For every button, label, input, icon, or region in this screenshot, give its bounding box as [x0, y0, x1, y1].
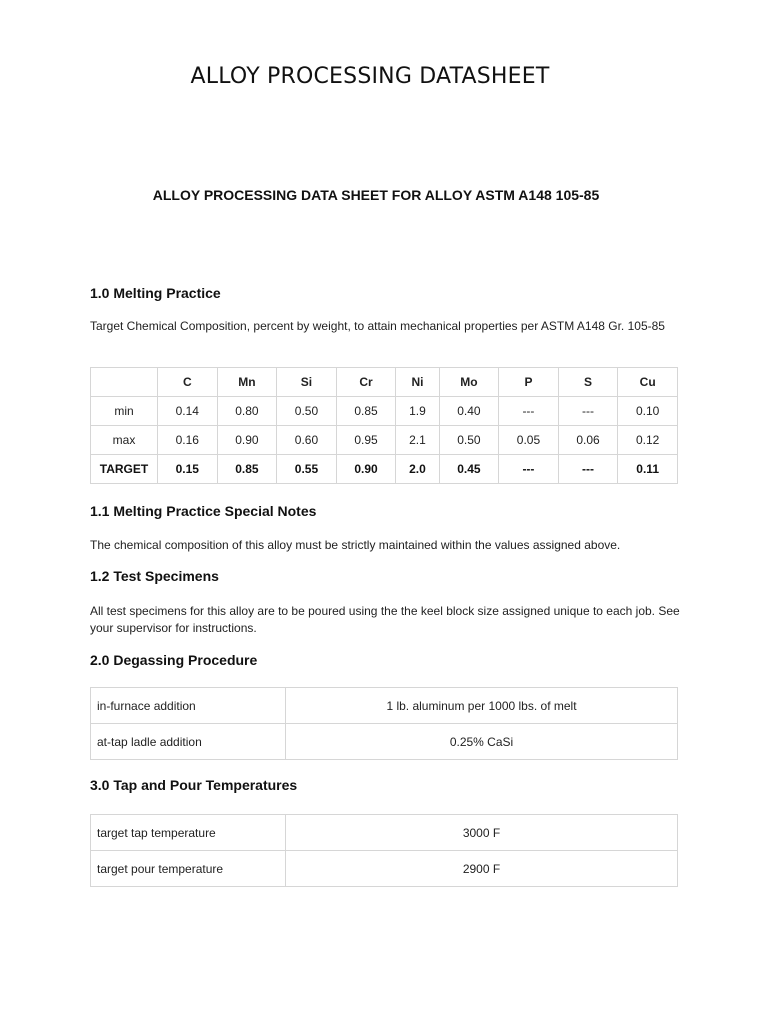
table-row [91, 815, 678, 851]
table-cell: --- [558, 455, 618, 484]
temperatures-table [90, 814, 678, 887]
table-cell: 0.45 [439, 455, 499, 484]
header-cell-s: S [558, 368, 618, 397]
temperature-key: target pour temperature [91, 851, 286, 887]
temperature-value: 2900 F [286, 851, 678, 887]
test-specimens-section [90, 568, 680, 584]
test-specimens-block [90, 603, 680, 637]
header-cell [91, 368, 158, 397]
table-cell: 2.0 [396, 455, 439, 484]
composition-table [90, 367, 678, 484]
table-row [91, 688, 678, 724]
table-cell: 0.85 [336, 397, 396, 426]
header-cell-cr: Cr [336, 368, 396, 397]
table-cell: 0.12 [618, 426, 678, 455]
table-cell: 0.50 [439, 426, 499, 455]
header-cell-si: Si [277, 368, 337, 397]
special-notes-block [90, 537, 680, 554]
melting-practice-intro-block [90, 318, 680, 335]
table-cell: 0.06 [558, 426, 618, 455]
melting-practice-heading: 1.0 Melting Practice [90, 285, 221, 301]
melting-practice-intro: Target Chemical Composition, percent by weight, to attain mechanical properties per ASTM A148 Gr. 105-85 [90, 319, 665, 333]
table-cell: 0.14 [158, 397, 218, 426]
table-cell: 0.16 [158, 426, 218, 455]
composition-row-target [91, 455, 678, 484]
table-cell: 0.11 [618, 455, 678, 484]
table-cell: --- [499, 397, 559, 426]
header-cell-ni: Ni [396, 368, 439, 397]
temperatures-section [90, 777, 680, 793]
degassing-section [90, 652, 680, 668]
table-cell: 0.40 [439, 397, 499, 426]
temperature-value: 3000 F [286, 815, 678, 851]
header-cell-p: P [499, 368, 559, 397]
table-cell: 0.90 [336, 455, 396, 484]
table-cell: 0.10 [618, 397, 678, 426]
header-cell-mo: Mo [439, 368, 499, 397]
table-cell: 0.50 [277, 397, 337, 426]
table-cell: 0.15 [158, 455, 218, 484]
table-cell: 0.95 [336, 426, 396, 455]
degassing-table [90, 687, 678, 760]
composition-row-min [91, 397, 678, 426]
table-cell: 0.05 [499, 426, 559, 455]
header-cell-c: C [158, 368, 218, 397]
row-label: max [91, 426, 158, 455]
table-row [91, 851, 678, 887]
degassing-value: 0.25% CaSi [286, 724, 678, 760]
degassing-value: 1 lb. aluminum per 1000 lbs. of melt [286, 688, 678, 724]
special-notes-heading: 1.1 Melting Practice Special Notes [90, 503, 317, 519]
table-cell: 0.60 [277, 426, 337, 455]
degassing-key: in-furnace addition [91, 688, 286, 724]
melting-practice-section [90, 285, 680, 301]
table-cell: 1.9 [396, 397, 439, 426]
table-cell: --- [558, 397, 618, 426]
row-label: TARGET [91, 455, 158, 484]
temperature-key: target tap temperature [91, 815, 286, 851]
row-label: min [91, 397, 158, 426]
header-cell-cu: Cu [618, 368, 678, 397]
document-subtitle: ALLOY PROCESSING DATA SHEET FOR ALLOY ASTM A148 105-85 [152, 187, 600, 203]
header-cell-mn: Mn [217, 368, 277, 397]
document-title: ALLOY PROCESSING DATASHEET [190, 64, 550, 89]
test-specimens-text: All test specimens for this alloy are to be poured using the the keel block size assigned unique to each job. See your supervisor for instructions. [90, 604, 680, 635]
table-cell: 0.90 [217, 426, 277, 455]
degassing-heading: 2.0 Degassing Procedure [90, 652, 258, 668]
table-cell: 2.1 [396, 426, 439, 455]
special-notes-section [90, 503, 680, 519]
composition-row-max [91, 426, 678, 455]
composition-header-row [91, 368, 678, 397]
table-cell: 0.80 [217, 397, 277, 426]
table-cell: 0.55 [277, 455, 337, 484]
degassing-key: at-tap ladle addition [91, 724, 286, 760]
table-cell: --- [499, 455, 559, 484]
test-specimens-heading: 1.2 Test Specimens [90, 568, 219, 584]
table-row [91, 724, 678, 760]
temperatures-heading: 3.0 Tap and Pour Temperatures [90, 777, 298, 793]
table-cell: 0.85 [217, 455, 277, 484]
special-notes-text: The chemical composition of this alloy must be strictly maintained within the values assigned above. [90, 538, 621, 552]
